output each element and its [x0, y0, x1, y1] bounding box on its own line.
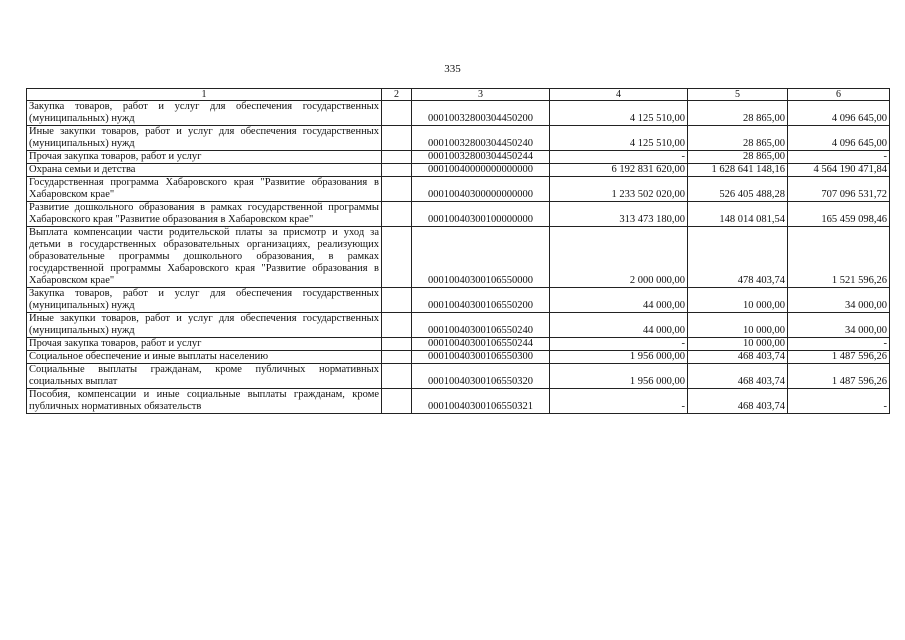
row-name-cell: Социальное обеспечение и иные выплаты населению — [27, 351, 382, 364]
row-code-cell: 00010032800304450244 — [412, 151, 550, 164]
table-row — [27, 364, 890, 389]
row-value-5-cell: 28 865,00 — [688, 151, 788, 164]
row-value-6-cell: 1 487 596,26 — [788, 351, 890, 364]
row-value-6-cell: 4 564 190 471,84 — [788, 164, 890, 177]
row-value-6-cell: 4 096 645,00 — [788, 126, 890, 151]
row-name-cell: Пособия, компенсации и иные социальные выплаты гражданам, кроме публичных нормативных обязательств — [27, 389, 382, 414]
row-value-5-cell: 10 000,00 — [688, 313, 788, 338]
row-code-cell: 00010040300106550321 — [412, 389, 550, 414]
column-header: 2 — [382, 89, 412, 101]
row-value-5-cell: 28 865,00 — [688, 126, 788, 151]
row-col2-cell — [382, 389, 412, 414]
row-code-cell: 00010040300106550244 — [412, 338, 550, 351]
row-value-6-cell: 165 459 098,46 — [788, 202, 890, 227]
page-number: 335 — [444, 63, 461, 75]
row-code-cell: 00010040300106550300 — [412, 351, 550, 364]
table-header-row — [27, 89, 890, 101]
row-code-cell: 00010032800304450240 — [412, 126, 550, 151]
row-value-6-cell: 34 000,00 — [788, 313, 890, 338]
column-header: 4 — [550, 89, 688, 101]
row-value-5-cell: 468 403,74 — [688, 351, 788, 364]
row-value-4-cell: - — [550, 338, 688, 351]
row-value-5-cell: 468 403,74 — [688, 389, 788, 414]
table-row — [27, 101, 890, 126]
row-value-4-cell: - — [550, 151, 688, 164]
row-value-6-cell: 707 096 531,72 — [788, 177, 890, 202]
row-col2-cell — [382, 126, 412, 151]
row-value-5-cell: 468 403,74 — [688, 364, 788, 389]
table-row — [27, 313, 890, 338]
row-name-cell: Выплата компенсации части родительской платы за присмотр и уход за детьми в государственных образовательных организациях, реализующих образовательные программы дошкольного образования, в рамках государственной программы Хабаровского края "Развитие образования в Хабаровском крае" — [27, 227, 382, 288]
row-name-cell: Развитие дошкольного образования в рамках государственной программы Хабаровского края "Развитие образования в Хабаровском крае" — [27, 202, 382, 227]
row-value-6-cell: 34 000,00 — [788, 288, 890, 313]
row-value-5-cell: 526 405 488,28 — [688, 177, 788, 202]
table-body — [27, 101, 890, 414]
row-code-cell: 00010040300106550240 — [412, 313, 550, 338]
row-col2-cell — [382, 338, 412, 351]
table-row — [27, 227, 890, 288]
row-name-cell: Иные закупки товаров, работ и услуг для обеспечения государственных (муниципальных) нужд — [27, 313, 382, 338]
row-col2-cell — [382, 313, 412, 338]
row-name-cell: Прочая закупка товаров, работ и услуг — [27, 338, 382, 351]
row-value-4-cell: - — [550, 389, 688, 414]
column-header: 6 — [788, 89, 890, 101]
table-row — [27, 389, 890, 414]
row-name-cell: Прочая закупка товаров, работ и услуг — [27, 151, 382, 164]
table-row — [27, 177, 890, 202]
row-value-5-cell: 10 000,00 — [688, 338, 788, 351]
column-header: 1 — [27, 89, 382, 101]
row-code-cell: 00010032800304450200 — [412, 101, 550, 126]
row-value-4-cell: 2 000 000,00 — [550, 227, 688, 288]
row-value-5-cell: 148 014 081,54 — [688, 202, 788, 227]
row-name-cell: Закупка товаров, работ и услуг для обеспечения государственных (муниципальных) нужд — [27, 288, 382, 313]
row-value-5-cell: 1 628 641 148,16 — [688, 164, 788, 177]
row-value-5-cell: 478 403,74 — [688, 227, 788, 288]
row-value-6-cell: 4 096 645,00 — [788, 101, 890, 126]
row-value-4-cell: 4 125 510,00 — [550, 126, 688, 151]
row-value-5-cell: 10 000,00 — [688, 288, 788, 313]
row-value-4-cell: 313 473 180,00 — [550, 202, 688, 227]
row-col2-cell — [382, 288, 412, 313]
budget-table — [26, 88, 890, 414]
row-value-6-cell: 1 521 596,26 — [788, 227, 890, 288]
table-row — [27, 288, 890, 313]
row-name-cell: Государственная программа Хабаровского края "Развитие образования в Хабаровском крае" — [27, 177, 382, 202]
row-name-cell: Иные закупки товаров, работ и услуг для обеспечения государственных (муниципальных) нужд — [27, 126, 382, 151]
row-col2-cell — [382, 364, 412, 389]
row-col2-cell — [382, 151, 412, 164]
table-row — [27, 164, 890, 177]
row-value-4-cell: 1 956 000,00 — [550, 351, 688, 364]
row-value-4-cell: 1 956 000,00 — [550, 364, 688, 389]
row-code-cell: 00010040300106550000 — [412, 227, 550, 288]
row-value-4-cell: 44 000,00 — [550, 313, 688, 338]
row-value-5-cell: 28 865,00 — [688, 101, 788, 126]
row-value-6-cell: - — [788, 389, 890, 414]
row-name-cell: Социальные выплаты гражданам, кроме публичных нормативных социальных выплат — [27, 364, 382, 389]
row-code-cell: 00010040300106550200 — [412, 288, 550, 313]
row-value-6-cell: - — [788, 151, 890, 164]
row-col2-cell — [382, 351, 412, 364]
row-code-cell: 00010040300000000000 — [412, 177, 550, 202]
row-value-4-cell: 6 192 831 620,00 — [550, 164, 688, 177]
row-col2-cell — [382, 101, 412, 126]
column-header: 5 — [688, 89, 788, 101]
table-row — [27, 202, 890, 227]
row-code-cell: 00010040000000000000 — [412, 164, 550, 177]
table-row — [27, 126, 890, 151]
table-row — [27, 338, 890, 351]
row-value-6-cell: 1 487 596,26 — [788, 364, 890, 389]
row-value-4-cell: 44 000,00 — [550, 288, 688, 313]
column-header: 3 — [412, 89, 550, 101]
row-value-4-cell: 1 233 502 020,00 — [550, 177, 688, 202]
row-value-6-cell: - — [788, 338, 890, 351]
row-col2-cell — [382, 227, 412, 288]
row-code-cell: 00010040300100000000 — [412, 202, 550, 227]
row-value-4-cell: 4 125 510,00 — [550, 101, 688, 126]
row-code-cell: 00010040300106550320 — [412, 364, 550, 389]
row-col2-cell — [382, 202, 412, 227]
row-name-cell: Закупка товаров, работ и услуг для обеспечения государственных (муниципальных) нужд — [27, 101, 382, 126]
table-row — [27, 351, 890, 364]
table-row — [27, 151, 890, 164]
row-col2-cell — [382, 177, 412, 202]
row-col2-cell — [382, 164, 412, 177]
row-name-cell: Охрана семьи и детства — [27, 164, 382, 177]
